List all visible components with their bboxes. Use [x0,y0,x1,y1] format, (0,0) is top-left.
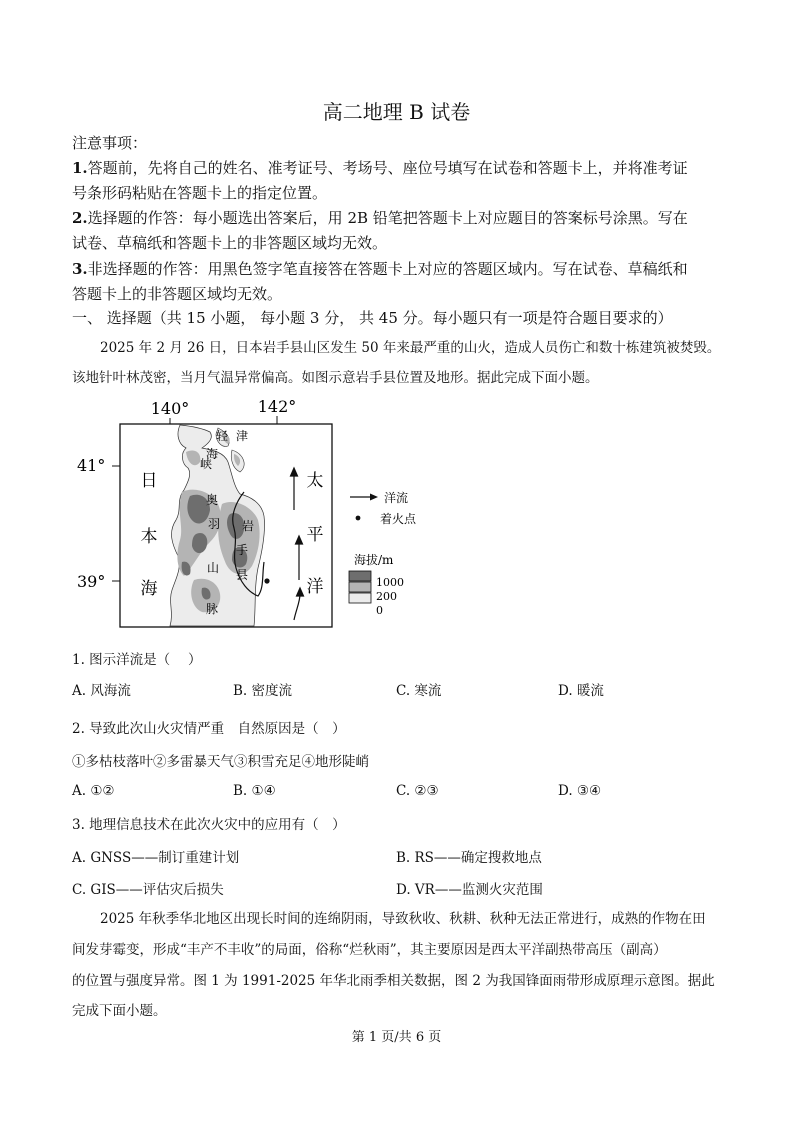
passage2-line2: 间发芽霉变，形成“丰产不丰收”的局面，俗称“烂秋雨”，其主要原因是西太平洋副热带高压（副高） [72,942,667,958]
sea-left-char-1: 日 [140,471,158,491]
legend-elev-0: 0 [376,604,383,617]
notice-item-1: 1.答题前，先将自己的姓名、准考证号、考场号、座位号填写在试卷和答题卡上，并将准考证 [72,159,688,177]
mountain-char-1: 奥 [205,493,219,507]
page-footer: 第 1 页/共 6 页 [351,1030,442,1045]
mountain-char-2: 羽 [207,517,221,531]
q2-stem: 2. 导致此次山火灾情严重 自然原因是（ ） [72,721,346,737]
q2-option-b[interactable]: B. ①④ [233,783,276,799]
prefecture-char-1: 岩 [241,519,255,533]
legend-current-label: 洋流 [384,491,409,505]
mountain-char-3: 山 [206,561,220,575]
q1-option-a[interactable]: A. 风海流 [72,683,131,699]
q1-option-d[interactable]: D. 暖流 [558,683,604,699]
q2-option-d[interactable]: D. ③④ [558,783,602,799]
map-legend [349,490,417,617]
notice-heading: 注意事项： [72,134,148,152]
iwate-map [72,392,452,632]
passage1-line1: 2025 年 2 月 26 日，日本岩手县山区发生 50 年来最严重的山火，造成人员伤亡和数十栋建筑被焚毁。 [100,340,721,356]
q2-option-c[interactable]: C. ②③ [396,783,439,799]
lon-label-140: 140° [150,399,190,418]
section-heading: 一、 选择题（共 15 小题， 每小题 3 分， 共 45 分。每小题只有一项是符合题目要求的） [72,309,673,327]
notice-item-2: 2.选择题的作答：每小题选出答案后，用 2B 铅笔把答题卡上对应题目的答案标号涂黑。写在 [72,209,688,227]
q3-option-c[interactable]: C. GIS——评估灾后损失 [72,882,224,898]
page-title: 高二地理 B 试卷 [322,100,471,124]
q3-option-b[interactable]: B. RS——确定搜救地点 [396,850,542,866]
q3-option-a[interactable]: A. GNSS——制订重建计划 [72,850,240,866]
notice-item-1-cont: 号条形码粘贴在答题卡上的指定位置。 [72,184,328,202]
strait-char-1: 轻 [215,429,229,443]
lat-label-41: 41° [77,456,106,475]
q1-stem: 1. 图示洋流是（ ） [72,652,202,668]
q1-option-b[interactable]: B. 密度流 [233,683,293,699]
strait-char-2: 津 [235,429,249,443]
q2-option-a[interactable]: A. ①② [72,783,115,799]
notice-item-2-cont: 试卷、草稿纸和答题卡上的非答题区域均无效。 [72,234,388,252]
prefecture-char-2: 手 [235,543,249,557]
notice-item-3-cont: 答题卡上的非答题区域均无效。 [72,285,283,303]
sea-right-char-1: 太 [306,471,324,491]
legend-elev-title: 海拔/m [354,553,394,567]
q2-items: ①多枯枝落叶②多雷暴天气③积雪充足④地形陡峭 [72,754,369,770]
legend-elev-200: 200 [376,590,397,603]
passage2-line1: 2025 年秋季华北地区出现长时间的连绵阴雨，导致秋收、秋耕、秋种无法正常进行，成熟的作物在田 [100,911,706,927]
strait-char-3: 海 [205,447,219,461]
lat-label-39: 39° [77,572,106,591]
sea-right-char-3: 洋 [306,577,324,597]
strait-char-4: 峡 [199,457,213,471]
notice-item-3: 3.非选择题的作答：用黑色签字笔直接答在答题卡上对应的答题区域内。写在试卷、草稿纸和 [72,260,688,278]
legend-fire-label: 着火点 [380,512,417,526]
q1-option-c[interactable]: C. 寒流 [396,683,442,699]
q3-option-d[interactable]: D. VR——监测火灾范围 [396,882,543,898]
mountain-char-4: 脉 [205,602,219,616]
fire-point [264,578,269,583]
prefecture-char-3: 县 [235,568,249,582]
passage2-line3: 的位置与强度异常。图 1 为 1991-2025 年华北雨季相关数据，图 2 为我国锋面雨带形成原理示意图。据此 [72,973,715,989]
lon-label-142: 142° [257,397,297,416]
sea-right-char-2: 平 [306,525,324,545]
passage2-line4: 完成下面小题。 [72,1003,167,1019]
q3-stem: 3. 地理信息技术在此次火灾中的应用有（ ） [72,817,346,833]
sea-left-char-3: 海 [140,579,158,599]
passage1-line2: 该地针叶林茂密，当月气温异常偏高。如图示意岩手县位置及地形。据此完成下面小题。 [72,370,599,386]
sea-left-char-2: 本 [140,527,158,547]
legend-elev-1000: 1000 [376,576,404,589]
